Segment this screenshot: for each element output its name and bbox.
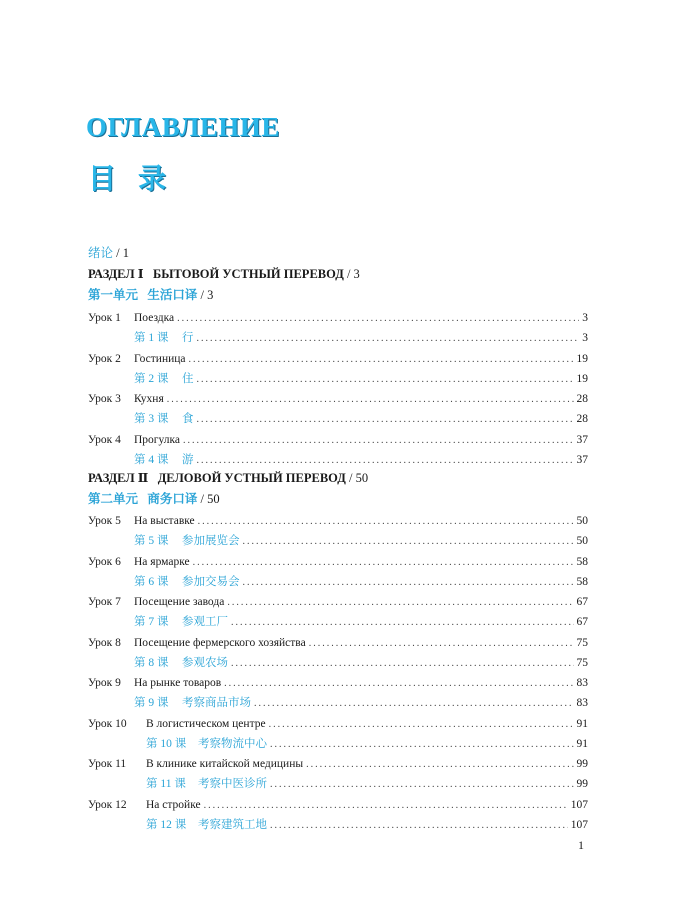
toc-entry-page: 28 xyxy=(576,393,588,405)
leader-dots xyxy=(198,512,574,532)
lesson-title-ru: Посещение фермерского хозяйства xyxy=(134,636,306,649)
toc-lesson-chinese[interactable] xyxy=(88,734,588,754)
toc-unit-2-label: 第二单元 商务口译 xyxy=(88,492,198,506)
leader-dots xyxy=(177,309,579,329)
leader-dots xyxy=(269,715,574,735)
lesson-title-ru: В логистическом центре xyxy=(146,717,266,730)
lesson-number-cn: 第 1 课 xyxy=(134,332,169,344)
toc-entry-label xyxy=(88,389,164,409)
lesson-number: Урок 7 xyxy=(88,596,121,608)
lesson-title-ru: Посещение завода xyxy=(134,596,225,608)
leader-dots xyxy=(243,573,574,593)
lesson-number-cn: 第 11 课 xyxy=(146,778,186,790)
leader-dots xyxy=(227,593,573,613)
toc-entry-label xyxy=(88,430,180,450)
lesson-title-cn: 考察中医诊所 xyxy=(198,778,267,790)
page-title-chinese: 目录 xyxy=(88,162,189,195)
lesson-title-cn: 参观农场 xyxy=(182,656,228,669)
lesson-number-cn: 第 9 课 xyxy=(134,697,169,709)
toc-section-1[interactable] xyxy=(88,264,588,284)
toc-lesson-chinese[interactable] xyxy=(88,369,588,389)
leader-dots xyxy=(197,410,574,430)
toc-entry-page: 91 xyxy=(576,737,588,750)
lesson-title-cn: 考察商品市场 xyxy=(182,697,251,709)
toc-entry-label xyxy=(88,369,194,389)
toc-entry-page: 107 xyxy=(570,798,588,811)
lesson-number: Урок 8 xyxy=(88,636,121,649)
lesson-number: Урок 10 xyxy=(88,717,127,730)
leader-dots xyxy=(224,674,573,694)
toc-section-1-label: РАЗДЕЛ Ⅰ БЫТОВОЙ УСТНЫЙ ПЕРЕВОД xyxy=(88,267,344,281)
lesson-title-cn: 住 xyxy=(182,372,194,385)
toc-entry-label xyxy=(88,409,194,429)
toc-entry-page: 50 xyxy=(576,535,588,547)
toc-lesson-russian[interactable] xyxy=(88,633,588,653)
toc-entry-label xyxy=(88,531,240,551)
lesson-number: Урок 3 xyxy=(88,393,121,405)
leader-dots xyxy=(197,329,580,349)
lesson-title-cn: 考察建筑工地 xyxy=(198,818,267,831)
lesson-number: Урок 11 xyxy=(88,758,127,770)
toc-unit-2[interactable] xyxy=(88,489,588,509)
page-title-russian: ОГЛАВЛЕНИЕ xyxy=(86,112,280,142)
lesson-title-ru: На рынке товаров xyxy=(134,677,222,689)
toc-lesson-chinese[interactable] xyxy=(88,774,588,794)
lesson-number: Урок 2 xyxy=(88,352,121,365)
toc-entry-page: 19 xyxy=(576,352,588,365)
toc-lesson-russian[interactable] xyxy=(88,673,588,693)
toc-lesson-chinese[interactable] xyxy=(88,653,588,673)
toc-entry-label xyxy=(88,673,221,693)
toc-lesson-russian[interactable] xyxy=(88,430,588,450)
leader-dots xyxy=(189,350,574,370)
toc-lesson-chinese[interactable] xyxy=(88,450,588,470)
leader-dots xyxy=(167,390,574,410)
toc-lesson-russian[interactable] xyxy=(88,511,588,531)
toc-entry-page: 3 xyxy=(582,312,588,324)
lesson-title-cn: 游 xyxy=(182,453,194,466)
lesson-number-cn: 第 4 课 xyxy=(134,453,169,466)
leader-dots xyxy=(204,796,568,816)
toc-intro[interactable] xyxy=(88,243,588,263)
toc-section-2[interactable] xyxy=(88,468,588,488)
lesson-number: Урок 9 xyxy=(88,677,121,689)
toc-lesson-russian[interactable] xyxy=(88,714,588,734)
lesson-title-cn: 参加交易会 xyxy=(182,575,240,588)
toc-unit-2-page: / 50 xyxy=(200,492,220,506)
lesson-title-ru: Прогулка xyxy=(134,433,181,446)
toc-entry-page: 58 xyxy=(576,575,588,588)
toc-lesson-chinese[interactable] xyxy=(88,815,588,835)
toc-entry-label xyxy=(88,450,194,470)
toc-entry-label xyxy=(88,754,303,774)
leader-dots xyxy=(270,735,574,755)
lesson-title-ru: Кухня xyxy=(134,393,164,405)
page-number: 1 xyxy=(578,838,584,852)
toc-entry-label xyxy=(88,308,174,328)
toc-entry-page: 19 xyxy=(576,372,588,385)
toc-entry-page: 37 xyxy=(576,453,588,466)
lesson-number: Урок 6 xyxy=(88,555,121,568)
toc-lesson-russian[interactable] xyxy=(88,754,588,774)
leader-dots xyxy=(270,775,574,795)
toc-intro-page: / 1 xyxy=(116,246,129,260)
toc-lesson-chinese[interactable] xyxy=(88,612,588,632)
toc-entry-label xyxy=(88,693,251,713)
leader-dots xyxy=(231,654,574,674)
lesson-title-ru: На стройке xyxy=(146,798,201,811)
toc-lesson-chinese[interactable] xyxy=(88,531,588,551)
lesson-title-cn: 考察物流中心 xyxy=(198,737,267,750)
toc-lesson-chinese[interactable] xyxy=(88,572,588,592)
lesson-number: Урок 1 xyxy=(88,312,121,324)
toc-entry-page: 67 xyxy=(576,596,588,608)
toc-entry-page: 83 xyxy=(576,677,588,689)
lesson-number-cn: 第 10 课 xyxy=(146,737,187,750)
toc-entry-page: 91 xyxy=(576,717,588,730)
toc-lesson-russian[interactable] xyxy=(88,349,588,369)
toc-lesson-russian[interactable] xyxy=(88,795,588,815)
lesson-number-cn: 第 3 课 xyxy=(134,413,169,425)
toc-entry-label xyxy=(88,774,267,794)
lesson-title-ru: На выставке xyxy=(134,515,195,527)
toc-intro-label: 绪论 xyxy=(88,246,114,260)
toc-entry-label xyxy=(88,349,186,369)
lesson-number-cn: 第 8 课 xyxy=(134,656,169,669)
toc-entry-label xyxy=(88,795,201,815)
lesson-title-ru: На ярмарке xyxy=(134,555,190,568)
toc-section-2-label: РАЗДЕЛ Ⅱ ДЕЛОВОЙ УСТНЫЙ ПЕРЕВОД xyxy=(88,471,346,485)
toc-unit-1[interactable] xyxy=(88,285,588,305)
toc-entry-page: 75 xyxy=(576,636,588,649)
toc-section-2-page: / 50 xyxy=(349,471,369,485)
toc-entry-page: 99 xyxy=(576,778,588,790)
lesson-title-ru: В клинике китайской медицины xyxy=(146,758,304,770)
toc-lesson-russian[interactable] xyxy=(88,552,588,572)
lesson-number: Урок 4 xyxy=(88,433,121,446)
lesson-title-cn: 食 xyxy=(182,413,194,425)
toc-entry-label xyxy=(88,511,195,531)
leader-dots xyxy=(254,694,574,714)
lesson-number-cn: 第 12 课 xyxy=(146,818,187,831)
toc-entry-page: 28 xyxy=(576,413,588,425)
toc-entry-label xyxy=(88,815,267,835)
toc-entry-page: 58 xyxy=(576,555,588,568)
toc-unit-1-page: / 3 xyxy=(200,288,214,302)
lesson-title-cn: 参加展览会 xyxy=(182,535,240,547)
lesson-title-cn: 行 xyxy=(182,332,194,344)
toc-entry-label xyxy=(88,592,224,612)
toc-entry-page: 107 xyxy=(570,818,588,831)
lesson-number-cn: 第 5 课 xyxy=(134,535,169,547)
toc-section-1-page: / 3 xyxy=(346,267,360,281)
lesson-number-cn: 第 7 课 xyxy=(134,616,169,628)
toc-entry-label xyxy=(88,734,267,754)
lesson-title-cn: 参观工厂 xyxy=(182,616,228,628)
toc-entry-page: 75 xyxy=(576,656,588,669)
toc-lesson-russian[interactable] xyxy=(88,308,588,328)
lesson-number-cn: 第 2 课 xyxy=(134,372,169,385)
lesson-title-ru: Гостиница xyxy=(134,352,186,365)
leader-dots xyxy=(243,532,574,552)
leader-dots xyxy=(231,613,574,633)
toc-entry-label xyxy=(88,552,190,572)
toc-entry-page: 37 xyxy=(576,433,588,446)
toc-lesson-russian[interactable] xyxy=(88,389,588,409)
toc-entry-label xyxy=(88,633,306,653)
lesson-title-ru: Поездка xyxy=(134,312,175,324)
toc-entry-page: 3 xyxy=(582,332,588,344)
toc-lesson-chinese[interactable] xyxy=(88,328,588,348)
lesson-number: Урок 5 xyxy=(88,515,121,527)
toc-lesson-chinese[interactable] xyxy=(88,409,588,429)
toc-entry-page: 50 xyxy=(576,515,588,527)
lesson-number-cn: 第 6 课 xyxy=(134,575,169,588)
toc-entry-page: 99 xyxy=(576,758,588,770)
toc-entry-page: 67 xyxy=(576,616,588,628)
toc-entry-label xyxy=(88,653,228,673)
toc-entry-label xyxy=(88,572,240,592)
toc-unit-1-label: 第一单元 生活口译 xyxy=(88,288,198,302)
toc-entry-label xyxy=(88,328,194,348)
toc-entry-label xyxy=(88,714,266,734)
toc-entry-label xyxy=(88,612,228,632)
lesson-number: Урок 12 xyxy=(88,798,127,811)
leader-dots xyxy=(197,370,574,390)
leader-dots xyxy=(270,816,568,836)
leader-dots xyxy=(309,634,574,654)
toc-lesson-chinese[interactable] xyxy=(88,693,588,713)
leader-dots xyxy=(193,553,574,573)
toc-entry-page: 83 xyxy=(576,697,588,709)
leader-dots xyxy=(306,755,573,775)
toc-lesson-russian[interactable] xyxy=(88,592,588,612)
leader-dots xyxy=(183,431,573,451)
